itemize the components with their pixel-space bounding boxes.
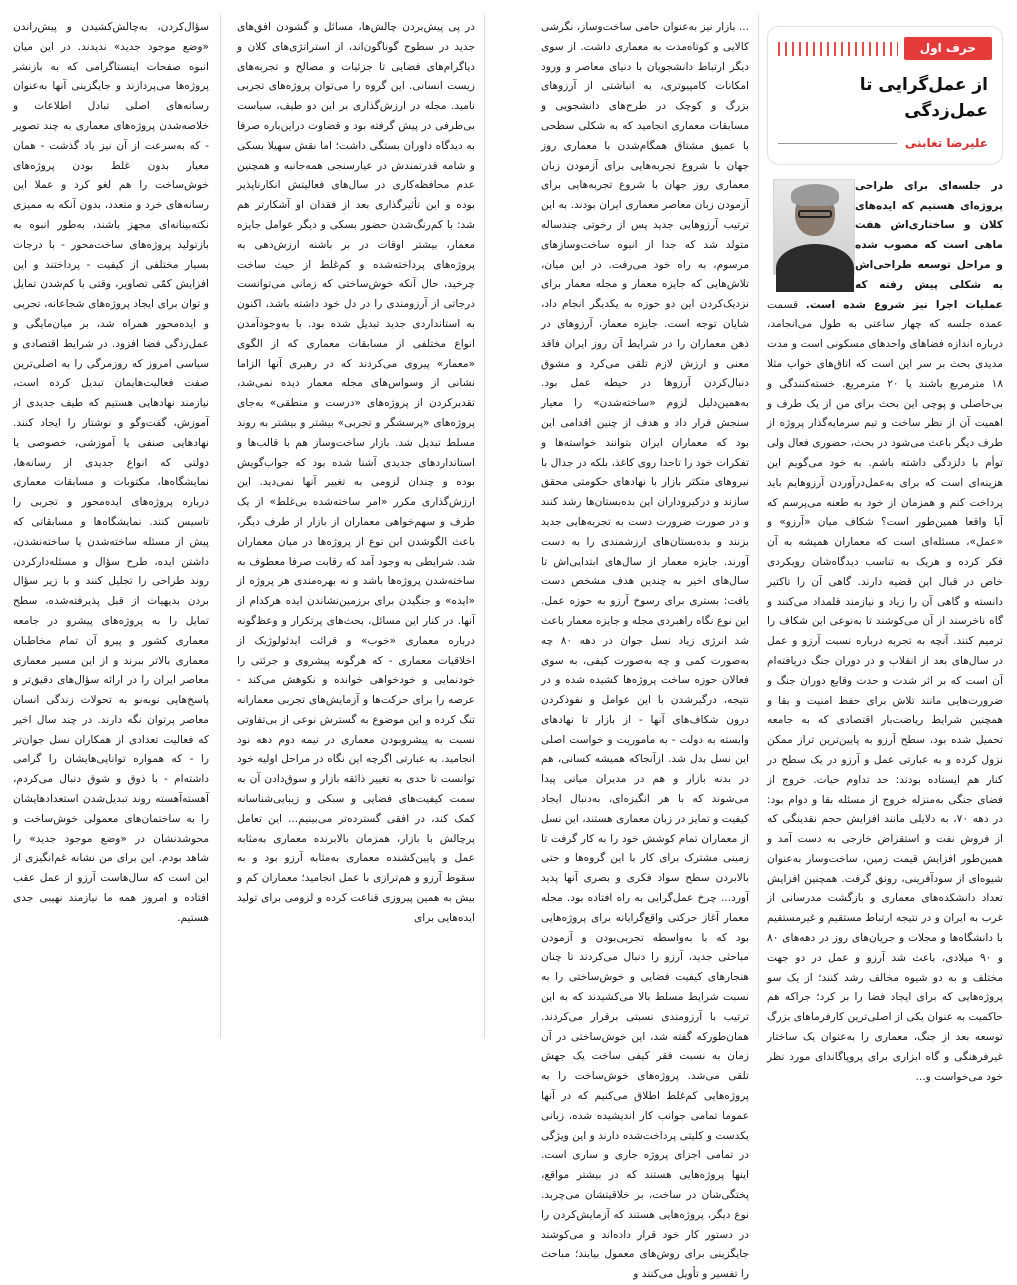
author-name: علیرضا تغابنی: [904, 136, 988, 150]
section-band: [778, 37, 992, 60]
column-4-text: سؤال‌کردن، به‌چالش‌کشیدن و پیش‌راندن «وضع موجود جدید» ندیدند. در این میان انبوه صفحات اینستاگرامی که به بازنشر پروژه‌ها می‌پردازند و جایگزینی آنها به‌عنوان رسانه‌های اصلی تبادل اطلاعات و خلاصه‌شدن پروژه‌های معماری به چند تصویر - که به‌سرعت از آن نیز یاد گذشت - همان معیار بدون غلط بودن پروژه‌های خوش‌ساخت را هم لغو کرد و عملا این رسانه‌های خرد و متعدد، بدون آنکه به مميزی نکته‌بینانه‌ای مجهز باشند، به‌طور انبوه به بازتولید پروژه‌های ساخت‌محور - با درجات بسیار مختلفی از کیفیت - پرداختند و این افزایش کمّی تصاویر، وقتی با کم‌شدن تمایل و توان برای ایجاد پروژه‌های شجاعانه، تجربی و ایده‌محور همراه شد، بر میان‌مایگی و عمل‌زدگی فضا افزود. در شرایط اقتصادی و سیاسی امروز که روزمرگی را به اصلی‌ترین صفت فعالیت‌هایمان تبدیل کرده است، نیازمند نهادهایی هستیم که طیف جدیدی از آموزش، گفت‌وگو و نوشتار را ایجاد کنند. نهادهایی صنفی یا آموزشی، خصوصی یا دولتی که انواع جدیدی از رسانه‌ها، نمایشگاه‌ها، مکتوبات و مسابقات معماری درباره پروژه‌های ایده‌محور و تجربی را تاسیس کنند. نمایشگاه‌ها و مسابقاتی که پیش از مسئله ساخته‌شدن یا ساخته‌نشدن، داشتن ایده، طرح سؤال و مسئله‌دارکردن روند طراحی را تجلیل کنند و با زیر سؤال بردن بدیهیات از قبل پذیرفته‌شده، سطح تمایل را به پروژه‌های پیشرو در جامعه معماری کشور و پیرو آن تمام مخاطبان معماری بالاتر ببرند و از این مسیر معماری معاصر ایران را در ارائه سؤال‌های دقیق‌تر و پاسخ‌هایی نوبه‌نو به تحولات زندگی انسان معاصر پرتوان نگه دارند. در چند سال اخیر که فعالیت تعدادی از همکاران نسل جوان‌تر را - که همواره توانایی‌هایشان را گرامی داشته‌ام - با ذوق و شوق دنبال می‌کردم، آهسته‌آهسته روند تبدیل‌شدن استعدادهایشان را به ساختمان‌های معمولی خوش‌ساخت و محوشدنشان در «وضع موجود جدید» را شاهد بودم. این برای من نشانه غم‌انگیزی از این است که سال‌هاست آرزو از عمل عقب افتاده و امروز همه ما نیازمند نهیبی جدی هستیم.: [13, 21, 209, 924]
column-2: [540, 18, 749, 1281]
column-rule: [220, 14, 221, 1037]
byline: [778, 134, 988, 154]
column-rule: [484, 14, 485, 1037]
column-3-text: در پی پیش‌بردن چالش‌ها، مسائل و گشودن افق‌های جدید در سطوح گوناگون‌اند، از استراتژی‌های کلان و دیاگرام‌های فضایی تا جزئیات و مصالح و تجربه‌های زیست انسانی. این گروه را می‌توان پروژه‌های تجربی نامید. مجله در ارزش‌گذاری بر این دو طیف، سیاست بی‌طرفی در پیش گرفته بود و قضاوت دراین‌باره صرفا به دیدگاه داوران بستگی داشت؛ اما نقش سهیلا بسکی و شامه قدرتمندش در عیارسنجی همه‌جانبه و همچنین عدم محافظه‌کاری در سال‌های فعالیتش انکارناپذیر بوده و این تأثیرگذاری بعد از فقدان او آشکارتر هم شد: با کم‌رنگ‌شدن حضور بسکی و دیگر عوامل جایزه معمار، بیشتر اوقات در بر باشنه ارزش‌دهی به پروژه‌های پرداخته‌شده و کم‌غلط از حیث ساخت چرخید، حال آنکه خوش‌ساختی که زمانی می‌توانست درجاتی از آرزومندی را در دل خود داشته باشد، اکنون به استانداردی جدید تبدیل شده بود. با به‌وجودآمدن انواع مختلفی از مسابقات معماری که از الگوی «معمار» پیروی می‌کردند که در رهبری آنها الزاما نشانی از وسواس‌های مجله معمار دیده نمی‌شد، تقدیرکردن از پروژه‌های «درست و منطقی» به‌جای پروژه‌های «پرسشگر و تجربی» بیشتر و بیشتر به روند مسلط تبدیل شد. بازار ساخت‌وساز هم با قالب‌ها و استانداردهای جدیدی آشنا شده بود که جواب‌گویش بوده و چندان لزومی به تغییر آنها نمی‌دید. این ارزش‌گذاری مکرر «امر ساخته‌شده بی‌غلط» از یک طرف و سهم‌خواهی معماران از بازار از طرف دیگر، باعث الگوشدن این نوع از پروژه‌ها در میان معماران شد. شرایطی به وجود آمد که رقابت صرفا معطوف به ساخته‌شدن پروژه‌ها باشد و نه بهره‌مندی هر پروژه از «ایده» و جنگیدن برای برزمین‌نشاندن ایده هرکدام از آنها. در کنار این مسائل، بحث‌های پرتکرار و وعظ‌گونه درباره معماری «خوب» و قرائت ایدئولوژیک از اخلاقیات معماری - که هرگونه پیشروی و جرئتی را خودنمایی و خودخواهی خوانده و نکوهش می‌کند - عرصه را برای حرکت‌ها و آزمایش‌های تجربی معمارانه تنگ کرده و این موضوع به گسترش نوعی از بی‌تفاوتی نسبت به پیشروبودن معماری در نیمه دوم دهه نود انجامید. به عبارتی اگرچه این نگاه در مراحل اولیه خود توانست تا حدی به تغییر ذائقه بازار و سوق‌دادن آن به سمت کیفیت‌های فضایی و سبکی و زیبایی‌شناسانه کمک کند، در افقی گسترده‌تر می‌بینیم... این تعامل پرچالش با بازار، همزمان بالابرنده معماری به‌مثابه عمل و پایین‌کشنده معماری به‌مثابه آرزو بود و به سقوط آرزو و هم‌ترازی با عمل انجامید؛ معماران کم و بیش به همین پیروزی قناعت کرده و لزومی برای تولید ایده‌هایی برای: [237, 21, 475, 924]
column-1-text: قسمت عمده جلسه که چهار ساعتی به طول می‌انجامد، درباره اندازه فضاهای واحدهای مسکونی است و مدت مدیدی بحث بر سر این است که اتاق‌های خواب مثلا ۱۸ مترمربع باشند یا ۲۰ مترمربع. خسته‌کنندگی و بی‌حاصلی و پوچی این بحث برای من از یک طرف و اهمیت آن از نظر ساخت و تیم سرمایه‌گذار پروژه از طرف دیگر باعث می‌شود در بحث، حضوری فعال ولی توأم با دلزدگی داشته باشم. به خود می‌گویم این هزینه‌ای است که برای به‌عمل‌درآوردن آرزوهایم باید پرداخت کنم و همزمان از خود به طعنه می‌پرسم که آیا واقعا همین‌طور است؟ شکاف میان «آرزو» و «عمل»، مسئله‌ای است که معماران همیشه به آن فکر کرده و هریک به تناسب دیدگاه‌شان رویکردی خاص در قبال این قضیه دارند. گاهی آن را تاکتیر دانسته و گاهی آن را زیاد و نیازمند قلمداد می‌کنند و گاه ناخرسند از آن می‌کوشند تا به‌نوعی این شکاف را ترمیم کنند. آنچه به تجربه درباره نسبت آرزو و عمل در سال‌های بعد از انقلاب و در دوران جنگ دریافته‌ام آن است که بر اثر شدت و حدت وقایع دوران جنگ و ضرورت‌هایی مانند تلاش برای حفظ امنیت و بقا و همچنین شرایط ریاضت‌بار اقتصادی که به جامعه تحمیل شده بود، سطح آرزو به پایین‌ترین تراز ممکن نزول کرده و به عبارتی عمل و آرزو در یک سطح در کنار هم ایستاده بودند: حد تداوم حیات. خروج از فضای جنگی به‌منزله خروج از مسئله بقا و دوام بود: در دهه ۷۰، به دلایلی مانند افزایش حجم نقدینگی که از فروش نفت و استقراض خارجی به دست آمد و همین‌طور افزایش قیمت زمین، ساخت‌وساز به‌عنوان شیوه‌ای از سودآفرینی، رونق گرفت. همچنین افزایش تعداد دانشکده‌های معماری و بازگشت مدرسانی از غرب به ایران و در نتیجه ارتباط مستقیم و غیرمستقیم با دانشگاه‌ها و مجلات و جریان‌های روز در دهه‌های ۸۰ و ۹۰ میلادی، باعث شد آرزو و عمل در دو جهت مختلف و به دو شیوه مخالف رشد کنند؛ از یک سو پروژه‌هایی که برای ایجاد فضا را بر کرد؛ جراکه هم حاکمیت به عنوان یکی از اصلی‌ترین کارفرماهای بزرگ توسعه بعد از جنگ، معماری را به‌عنوان یک ساختار غیرفرهنگی و گاه ابزاری برای پروپاگاندای مورد نظر خود می‌خواست و...: [767, 298, 1004, 1083]
section-label: حرف اول: [904, 37, 992, 60]
author-photo: [773, 179, 855, 275]
column-1: [767, 26, 1004, 1083]
column-4: [13, 18, 209, 1038]
lead-paragraph: در جلسه‌ای برای طراحی پروژه‌ای هستیم که ایده‌های کلان و ساختاری‌اش هفت ماهی است که مصوب شده و مراحل توسعه طراحی‌اش به شکلی پیش رفته که عملیات اجرا نیز شروع شده است.: [805, 179, 1003, 311]
column-3: [237, 18, 475, 1038]
article-header: [767, 26, 1003, 165]
decorative-stripes: [778, 42, 898, 56]
byline-divider: [778, 143, 897, 144]
column-1-body: [767, 177, 1003, 1088]
column-rule: [758, 14, 759, 1037]
headline: از عمل‌گرایی تا عمل‌زدگی: [859, 75, 988, 121]
column-2-text: ... بازار نیز به‌عنوان حامی ساخت‌وساز، نگرشی کالایی و کوتاه‌مدت به معماری داشت. از سوی دیگر ارتباط دانشجویان با دنیای معاصر و ورود امکانات کامپیوتری، به انباشتی از آرزوهای بزرگ و کوچک در طرح‌های دانشجویی و مسابقات معماری انجامید که به شکلی سطحی با عمیق مشتاق همگام‌شدن با معماری روز جهان با شروع تجربه‌هایی برای آزمودن زبان معماری روز جهان با شروع تجربه‌هایی برای آزمودن زبان معاصر معماری ایران بودند. به این ترتیب آرزوهایی جدید پس از رخوتی چندساله متولد شد که جدا از انبوه ساخت‌وسازهای مرسوم، به راه خود می‌رفت. در این میان، تلاش‌هایی که جایزه معمار و مجله معمار برای نزدیک‌کردن این دو حوزه به یکدیگر انجام داد، شایان توجه است. جایزه معمار، آرزوهای در ذهن معماران را در شرایط آن روز ایران فاقد معنی و ارزش لازم تلقی می‌کرد و مشوق دنبال‌کردن آرزوها در حیطه عمل بود. به‌همین‌دلیل لزوم «ساخته‌شدن» را معیار سنجش قرار داد و هدف از چنین اقدامی این بود که معماران ایران بتوانند خواسته‌ها و تفکرات خود را تاحدا روی کاغذ، بلکه در جدال با نیروهای متکثر بازار با نهادهای حکومتی محقق سازند و درکیروداران این بده‌بستان‌ها رشد کنند و در صورت ضرورت دست به تجربه‌هایی جدید بزنند و بده‌بستان‌های ارزشمندی را به دست آورند. جایزه معمار از سال‌های ابتدایی‌اش تا سال‌های اخیر به چندین هدف مشخص دست یافت: بستری برای رسوخ آرزو به حوزه عمل. این نوع نگاه راهبردی مجله و جایزه معمار باعث شد انرژی زیاد نسل جوان در دهه ۸۰ چه به‌صورت کمی و چه به‌صورت کیفی، به سوی فعالان حوزه ساخت پروژه‌ها کشیده شده و در نتیجه، درگیرشدن با این عوامل و نفوذکردن درون شکاف‌های آنها - از بازار تا نهادهای وابسته به دولت - به ماموریت و خواست اصلی این نسل بدل شد. ازآنجاکه همیشه کسانی، هم در بدنه بازار و هم در مدیران میانی پیدا می‌شوند که با هر انگیزه‌ای، به‌دنبال ایجاد کیفیت و تمایز در زبان معماری هستند، این نسل از معماران تمام کوشش خود را به کار گرفت تا زمینی مشترک برای کار با این گروه‌ها و حتی بالابردن سطح سواد فکری و بصری آنها پدید آورد... چرخ عمل‌گرایی به راه افتاده بود. مجله معمار آغاز حرکتی واقع‌گرایانه برای پروژه‌هایی بود که با به‌واسطه تجربی‌بودن و آزمودن مباحثی جدید، آرزو را دنبال می‌کردند تا چنان هنجارهای کیفیت فضایی و خوش‌ساختی را به نسبت شرایط مسلط بالا می‌کشیدند که به این ترتیب با آرزومندی نسبتی برقرار می‌کردند. همان‌طورکه گفته شد، این خوش‌ساختی در آن زمان به نسبت فقر کیفی ساخت یک جهش تلقی می‌شد. پروژه‌های خوش‌ساخت را به پروژه‌هایی کم‌غلط اطلاق می‌کنیم که در آنها عموما تمامی جوانب کار اندیشیده شده، زبانی یکدست و کلیتی پرداخت‌شده دارند و این ویژگی در تمامی اجزای پروژه جاری و ساری است. اینها پروژه‌هایی هستند که در بیشتر مواقع، پختگی‌شان در ساخت، بر خلاقیتشان می‌چربد. نوع دیگر، پروژه‌هایی هستند که آزمایش‌کردن را در دستور کار خود قرار داده‌اند و می‌کوشند جایگزینی برای روش‌های معمول بیابند؛ مباحث را تفسیر و تأویل می‌کنند و: [540, 21, 749, 1281]
